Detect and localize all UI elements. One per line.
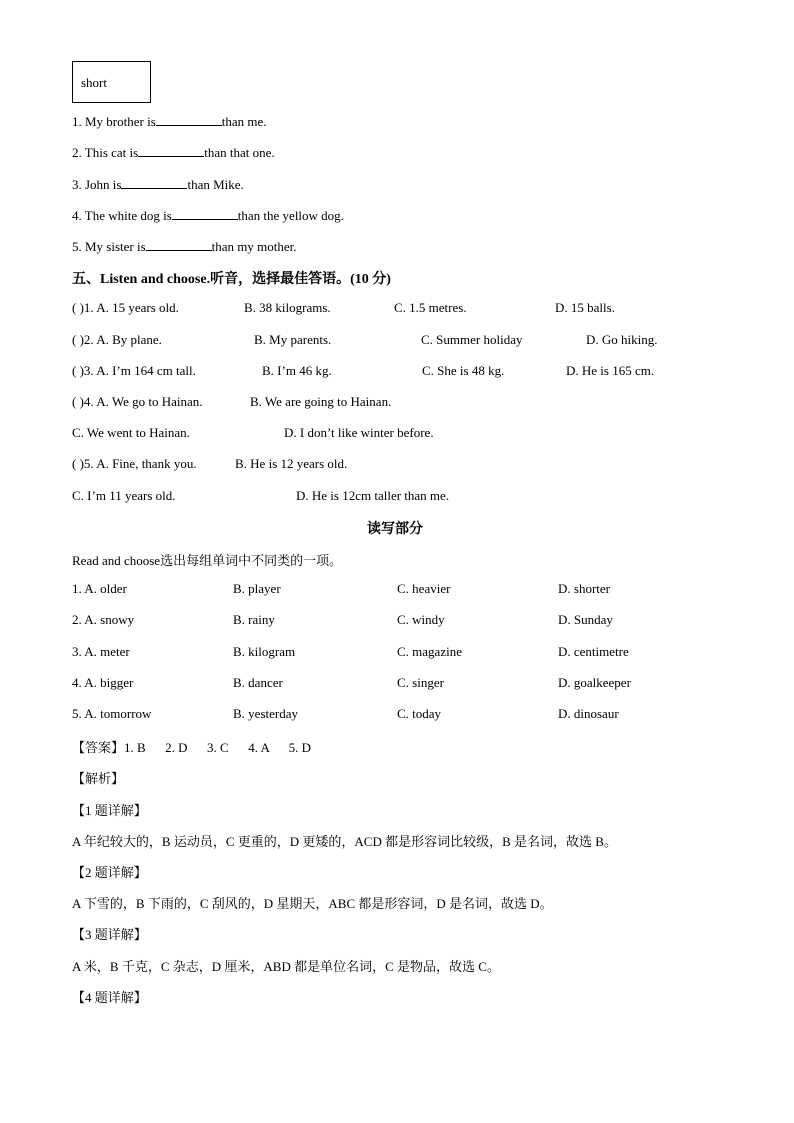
detail-3-text: A 米，B 千克，C 杂志，D 厘米，ABD 都是单位名词，C 是物品，故选 C。 <box>72 959 500 974</box>
read-q5-b: B. yesterday <box>233 706 298 721</box>
read-q1-c: C. heavier <box>397 581 451 596</box>
listen-q2-a: ( )2. A. By plane. <box>72 332 162 347</box>
listen-q5-c: C. I’m 11 years old. <box>72 488 176 503</box>
fill-blank-1[interactable] <box>156 113 222 126</box>
fill-item-4-pre: 4. The white dog is <box>72 208 172 223</box>
analysis-label: 【解析】 <box>72 771 125 786</box>
read-q1-a: 1. A. older <box>72 581 127 596</box>
detail-2-text: A 下雪的，B 下雨的，C 刮风的，D 星期天，ABC 都是形容词，D 是名词，故选 D。 <box>72 896 553 911</box>
listen-q1-c: C. 1.5 metres. <box>394 300 467 315</box>
detail-1-title: 【1 题详解】 <box>72 803 147 818</box>
fill-item-4-post: than the yellow dog. <box>237 208 344 223</box>
read-q2-a: 2. A. snowy <box>72 612 135 627</box>
fill-item-1-post: than me. <box>221 114 267 129</box>
read-q4-a: 4. A. bigger <box>72 675 134 690</box>
detail-2-title: 【2 题详解】 <box>72 865 147 880</box>
listen-q4-d: D. I don’t like winter before. <box>284 425 434 440</box>
read-q2-d: D. Sunday <box>558 612 613 627</box>
fill-blank-3[interactable] <box>121 176 187 189</box>
fill-item-4 <box>72 207 344 224</box>
read-q2-c: C. windy <box>397 612 445 627</box>
read-choose-instruction: Read and choose选出每组单词中不同类的一项。 <box>72 553 343 568</box>
fill-blank-4[interactable] <box>172 207 238 220</box>
read-q2-b: B. rainy <box>233 612 275 627</box>
listen-q2-c: C. Summer holiday <box>421 332 523 347</box>
listen-q4-c: C. We went to Hainan. <box>72 425 190 440</box>
fill-item-3 <box>72 176 244 193</box>
fill-item-5 <box>72 238 297 255</box>
fill-blank-2[interactable] <box>138 144 204 157</box>
detail-1-text: A 年纪较大的，B 运动员，C 更重的，D 更矮的，ACD 都是形容词比较级，B 是名词，故选 B。 <box>72 834 617 849</box>
fill-item-3-post: than Mike. <box>187 177 244 192</box>
read-q4-c: C. singer <box>397 675 444 690</box>
listen-q5-d: D. He is 12cm taller than me. <box>296 488 450 503</box>
fill-item-3-pre: 3. John is <box>72 177 122 192</box>
reading-section-title: 读写部分 <box>367 522 423 537</box>
listen-q3-a: ( )3. A. I’m 164 cm tall. <box>72 363 196 378</box>
answer-line: 【答案】1. B 2. D 3. C 4. A 5. D <box>72 740 312 755</box>
fill-item-2 <box>72 144 275 161</box>
read-q1-d: D. shorter <box>558 581 610 596</box>
listen-q1-a: ( )1. A. 15 years old. <box>72 300 179 315</box>
read-q5-d: D. dinosaur <box>558 706 619 721</box>
listen-q2-b: B. My parents. <box>254 332 332 347</box>
read-q3-b: B. kilogram <box>233 644 296 659</box>
read-q4-d: D. goalkeeper <box>558 675 631 690</box>
fill-item-1 <box>72 113 267 130</box>
fill-blank-5[interactable] <box>146 238 212 251</box>
fill-item-5-pre: 5. My sister is <box>72 239 146 254</box>
read-q3-a: 3. A. meter <box>72 644 130 659</box>
read-q1-b: B. player <box>233 581 281 596</box>
word-box-text: short <box>81 75 107 90</box>
listen-q1-d: D. 15 balls. <box>555 300 615 315</box>
listen-q5-a: ( )5. A. Fine, thank you. <box>72 456 197 471</box>
listen-q3-b: B. I’m 46 kg. <box>262 363 332 378</box>
listen-q4-a: ( )4. A. We go to Hainan. <box>72 394 203 409</box>
fill-item-5-post: than my mother. <box>211 239 297 254</box>
read-q3-d: D. centimetre <box>558 644 629 659</box>
listen-q1-b: B. 38 kilograms. <box>244 300 331 315</box>
listen-q4-b: B. We are going to Hainan. <box>250 394 392 409</box>
fill-item-1-pre: 1. My brother is <box>72 114 156 129</box>
read-q4-b: B. dancer <box>233 675 283 690</box>
read-q5-a: 5. A. tomorrow <box>72 706 152 721</box>
detail-4-title: 【4 题详解】 <box>72 990 147 1005</box>
listen-q5-b: B. He is 12 years old. <box>235 456 348 471</box>
listen-q3-c: C. She is 48 kg. <box>422 363 505 378</box>
detail-3-title: 【3 题详解】 <box>72 927 147 942</box>
word-box <box>72 61 151 103</box>
listen-q3-d: D. He is 165 cm. <box>566 363 655 378</box>
section-5-heading: 五、Listen and choose.听音，选择最佳答语。(10 分) <box>72 272 391 287</box>
listen-q2-d: D. Go hiking. <box>586 332 658 347</box>
fill-item-2-pre: 2. This cat is <box>72 145 139 160</box>
read-q5-c: C. today <box>397 706 442 721</box>
fill-item-2-post: than that one. <box>204 145 275 160</box>
read-q3-c: C. magazine <box>397 644 462 659</box>
